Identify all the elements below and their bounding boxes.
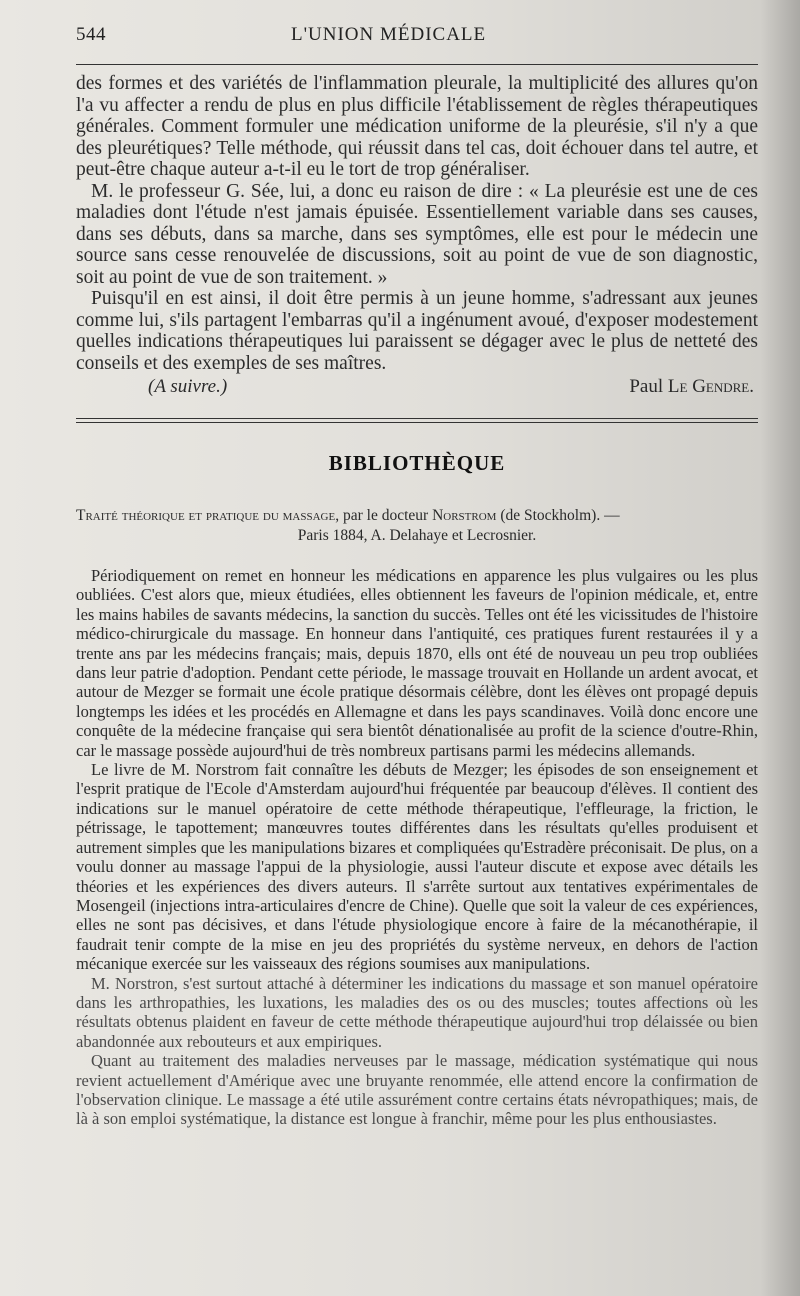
page-header [76, 0, 758, 64]
article-author [629, 376, 758, 398]
running-title: L'UNION MÉDICALE [291, 24, 487, 45]
review-paragraph: Quant au traitement des maladies nerveuses par le massage, médication systématique qui nous revient actuellement d'Amérique avec une bruyante renommée, elle attend encore la confirmation de l'observation clinique. Le massage a été utile assurément contre certains états névropathiques; mais, de là à son emploi systématique, la distance est longue à franchir, même pour les plus enthousiastes. [76, 1051, 758, 1129]
article-signature-row [76, 376, 758, 398]
review-paragraph: Le livre de M. Norstrom fait connaître les débuts de Mezger; les épisodes de son enseignement et l'esprit pratique de l'Ecole d'Amsterdam aujourd'hui fréquentée par beaucoup d'élèves. Il contient des indications sur le manuel opératoire de cette méthode thérapeutique, l'effleurage, la friction, le pétrissage, le tapottement; manœuvres toutes différentes dans les résultats qu'elles produisent et autrement simples que les manipulations bizares et compliquées qu'Estradère préconisait. De plus, on a voulu donner au massage l'appui de la physiologie, aussi l'auteur discute et expose avec détails les théories et les expériences des divers auteurs. Il s'arrête surtout aux tentatives expérimentales de Mosengeil (injections intra-articulaires d'encre de Chine). Quelle que soit la valeur de ces expériences, elles ne sont pas décisives, et dans l'étude physiologique encore à faire de la mécanothérapie, il faudrait tenir compte de la mise en jeu des propriétés du système nerveux, en dehors de l'action mécanique exercée sur les vaisseaux des régions soumises aux manipulations. [76, 760, 758, 974]
review-body [76, 566, 758, 1129]
article-paragraph: des formes et des variétés de l'inflammation pleurale, la multiplicité des allures qu'on l'a vu affecter a rendu de plus en plus difficile l'établissement de règles thérapeutiques générales. Comment formuler une médication uniforme de la pleurésie, s'il n'y a que des pleurétiques? Telle méthode, qui réussit dans tel cas, doit échouer dans tel autre, et peut-être chaque auteur a-t-il eu le tort de trop généraliser. [76, 73, 758, 180]
section-title: BIBLIOTHÈQUE [328, 451, 506, 475]
author-last-name: Le Gendre. [667, 376, 754, 397]
book-reference [76, 506, 758, 546]
article-paragraph: M. le professeur G. Sée, lui, a donc eu raison de dire : « La pleurésie est une de ces maladies dont l'étude n'est jamais épuisée. Essentiellement variable dans ses causes, dans ses débuts, dans sa marche, dans ses symptômes, elle est pour le médecin une source sans cesse renouvelée de discussions, soit au point de vue de son diagnostic, soit au point de vue de son traitement. » [76, 180, 758, 288]
book-title: Traité théorique et pratique du massage, [76, 507, 340, 524]
page-number: 544 [76, 24, 106, 45]
review-paragraph: M. Norstron, s'est surtout attaché à déterminer les indications du massage et son manuel opératoire dans les arthropathies, les luxations, les maladies des os ou des muscles; toutes affections où les résultats obtenus plaident en faveur de cette méthode thérapeutique aujourd'hui trop délaissée ou bien abandonnée aux rebouteurs et aux empiriques. [76, 973, 758, 1051]
to-be-continued: (A suivre.) [148, 376, 228, 397]
book-place: (de Stockholm). — [500, 507, 620, 524]
book-imprint: Paris 1884, A. Delahaye et Lecrosnier. [297, 527, 537, 544]
header-rule [76, 64, 758, 65]
section-divider [76, 418, 758, 423]
book-author: Norstrom [432, 507, 497, 524]
book-by: par le docteur [342, 507, 429, 524]
author-first-name: Paul [629, 376, 664, 397]
article-paragraph: Puisqu'il en est ainsi, il doit être permis à un jeune homme, s'adressant aux jeunes comme lui, s'ils partagent l'embarras qu'il a ingénument avoué, d'exposer modestement quelles indications thérapeutiques lui paraissent se dégager avec le plus de netteté des conseils et des exemples de ses maîtres. [76, 288, 758, 374]
page-edge-shadow [760, 0, 800, 1296]
article-continuation [76, 73, 758, 398]
review-paragraph: Périodiquement on remet en honneur les médications en apparence les plus vulgaires ou les plus oubliées. C'est alors que, mieux étudiées, elles obtiennent les faveurs de l'opinion médicale, et, entre les mains habiles de savants médecins, la sanction du succès. Telles ont été les vicissitudes de l'histoire médico-chirurgicale du massage. En honneur dans l'antiquité, ces pratiques furent restaurées il y a trente ans par les médecins français; mais, depuis 1870, ells ont été de nouveau un peu trop oubliées dans leur patrie d'adoption. Pendant cette période, le massage trouvait en Hollande un ardent avocat, et autour de Mezger se formait une école pratique désormais célèbre, dont les élèves ont propagé depuis longtemps les idées et les procédés en Allemagne et dans les pays scandinaves. Voilà donc encore une conquête de la médecine française qui sera bientôt dénationalisée au profit de la science d'outre-Rhin, car le massage possède aujourd'hui de très nombreux partisans parmi les médecins allemands. [76, 566, 758, 760]
